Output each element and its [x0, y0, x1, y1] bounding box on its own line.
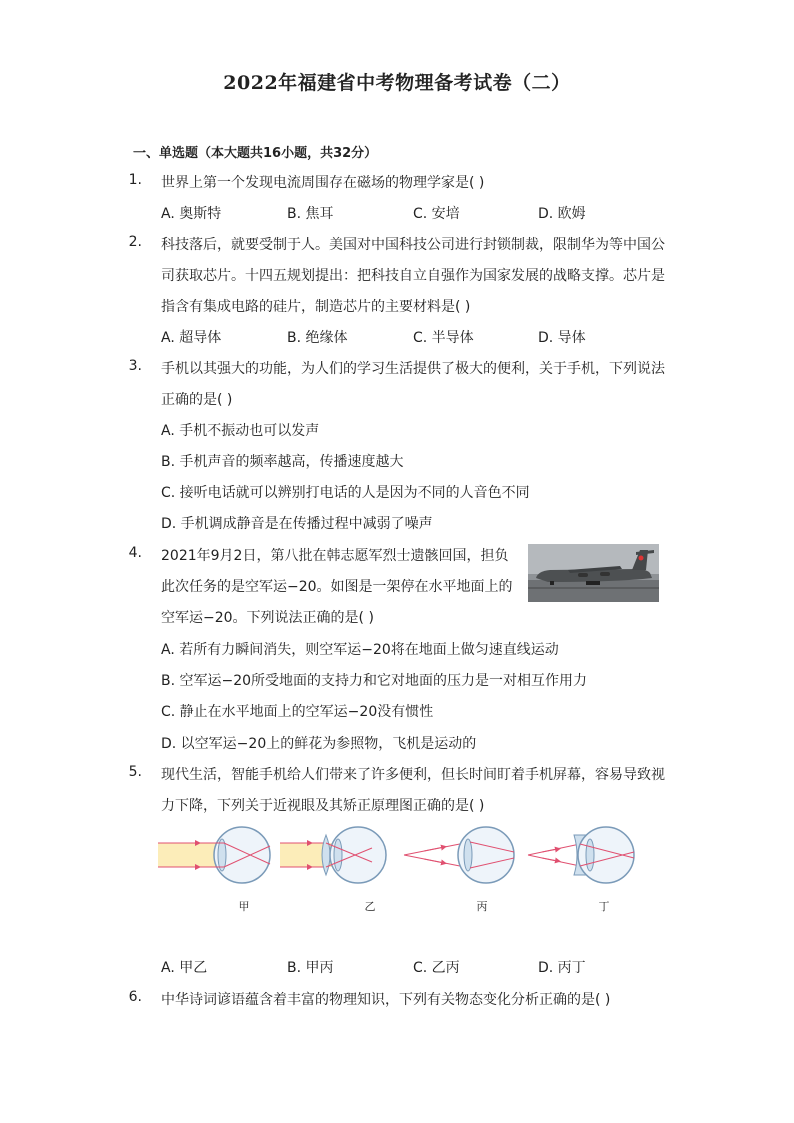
- question-text: 指含有集成电路的硅片，制造芯片的主要材料是( ): [161, 299, 471, 315]
- option-d: D. 手机调成静音是在传播过程中减弱了噪声: [161, 516, 433, 532]
- question-text: 正确的是( ): [161, 392, 233, 408]
- question-text: 手机以其强大的功能，为人们的学习生活提供了极大的便利，关于手机，下列说法: [161, 361, 665, 377]
- transport-aircraft-photo: [528, 544, 659, 602]
- option-b: B. 手机声音的频率越高，传播速度越大: [161, 454, 404, 470]
- question-text: 中华诗词谚语蕴含着丰富的物理知识，下列有关物态变化分析正确的是( ): [161, 992, 611, 1008]
- option-b: B. 绝缘体: [287, 330, 348, 346]
- question-number: 1.: [128, 172, 142, 188]
- question-number: 2.: [128, 234, 142, 250]
- option-a: A. 超导体: [161, 330, 222, 346]
- option-d: D. 以空军运−20上的鲜花为参照物，飞机是运动的: [161, 736, 477, 752]
- option-c: C. 安培: [413, 206, 460, 222]
- option-a: A. 甲乙: [161, 960, 208, 976]
- option-c: C. 乙丙: [413, 960, 460, 976]
- question-number: 6.: [128, 989, 142, 1005]
- eye-diagram-bing: [404, 827, 514, 883]
- question-text: 2021年9月2日，第八批在韩志愿军烈士遗骸回国，担负: [161, 548, 509, 564]
- option-c: C. 接听电话就可以辨别打电话的人是因为不同的人音色不同: [161, 485, 530, 501]
- option-d: D. 丙丁: [538, 960, 586, 976]
- option-d: D. 欧姆: [538, 206, 586, 222]
- page-title: 2022年福建省中考物理备考试卷（二）: [223, 72, 571, 94]
- eye-diagram-ding: [528, 827, 634, 883]
- question-text: 司获取芯片。十四五规划提出：把科技自立自强作为国家发展的战略支撑。芯片是: [161, 268, 665, 284]
- eye-diagram-yi: [280, 827, 386, 883]
- question-number: 5.: [128, 764, 142, 780]
- option-b: B. 焦耳: [287, 206, 334, 222]
- question-text: 现代生活，智能手机给人们带来了许多便利，但长时间盯着手机屏幕，容易导致视: [161, 767, 665, 783]
- option-a: A. 若所有力瞬间消失，则空军运−20将在地面上做匀速直线运动: [161, 642, 559, 658]
- option-b: B. 甲丙: [287, 960, 334, 976]
- diagram-label-ding: 丁: [598, 900, 610, 913]
- question-text: 此次任务的是空军运−20。如图是一架停在水平地面上的: [161, 579, 513, 595]
- section-heading: 一、单选题（本大题共16小题，共32分）: [133, 146, 378, 161]
- option-a: A. 手机不振动也可以发声: [161, 423, 320, 439]
- diagram-label-jia: 甲: [238, 900, 250, 913]
- option-c: C. 半导体: [413, 330, 474, 346]
- option-b: B. 空军运−20所受地面的支持力和它对地面的压力是一对相互作用力: [161, 673, 588, 689]
- question-text: 世界上第一个发现电流周围存在磁场的物理学家是( ): [161, 175, 485, 191]
- question-text: 空军运−20。下列说法正确的是( ): [161, 610, 374, 626]
- eye-diagram-jia: [158, 827, 270, 883]
- question-number: 4.: [128, 545, 142, 561]
- option-d: D. 导体: [538, 330, 586, 346]
- question-number: 3.: [128, 358, 142, 374]
- question-text: 力下降，下列关于近视眼及其矫正原理图正确的是( ): [161, 798, 485, 814]
- diagram-label-bing: 丙: [476, 900, 488, 913]
- question-text: 科技落后，就要受制于人。美国对中国科技公司进行封锁制裁，限制华为等中国公: [161, 237, 665, 253]
- option-a: A. 奥斯特: [161, 206, 222, 222]
- eye-diagrams: [158, 822, 642, 922]
- diagram-label-yi: 乙: [364, 900, 376, 913]
- option-c: C. 静止在水平地面上的空军运−20没有惯性: [161, 704, 434, 720]
